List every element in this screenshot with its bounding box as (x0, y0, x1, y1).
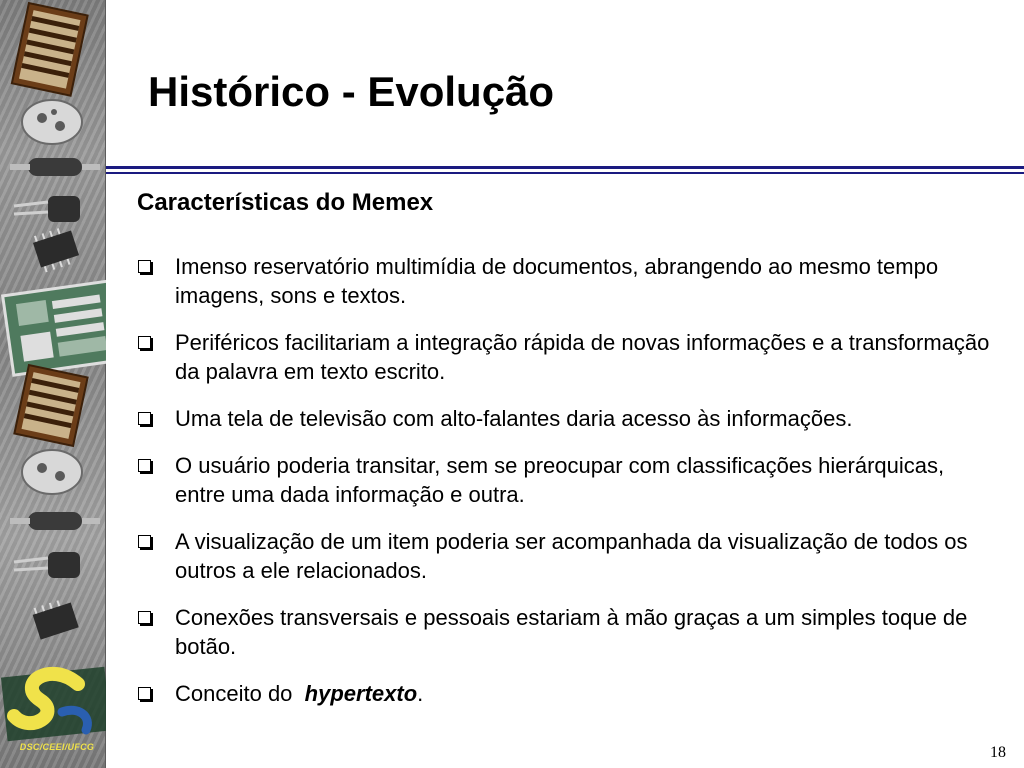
title-divider (106, 166, 1024, 169)
bullet-text: Imenso reservatório multimídia de documentos, abrangendo ao mesmo tempo imagens, sons e textos. (175, 254, 939, 308)
bullet-text: Uma tela de televisão com alto-falantes daria acesso às informações. (175, 406, 853, 431)
bullet-list (137, 252, 997, 726)
decorative-sidebar (0, 0, 106, 768)
bullet-text-prefix: Conceito do (175, 681, 293, 706)
list-item (137, 404, 997, 433)
bullet-text-suffix: . (417, 681, 424, 706)
checkbox-bullet-icon (138, 459, 151, 472)
checkbox-bullet-icon (138, 260, 151, 273)
dsc-logo-icon (1, 667, 106, 742)
transistor-icon (14, 196, 80, 222)
vacuum-tube-icon (10, 158, 100, 176)
punch-card-icon (22, 450, 82, 494)
logo-label: DSC/CEEI/UFCG (19, 742, 95, 752)
page-number: 18 (990, 744, 1006, 761)
checkbox-bullet-icon (138, 336, 151, 349)
list-item (137, 527, 997, 585)
chip-icon (33, 228, 79, 272)
list-item (137, 252, 997, 310)
list-item (137, 451, 997, 509)
list-item (137, 603, 997, 661)
title-divider-thin (106, 172, 1024, 174)
checkbox-bullet-icon (138, 535, 151, 548)
vacuum-tube-icon (10, 512, 100, 530)
checkbox-bullet-icon (138, 687, 151, 700)
motherboard-icon (3, 281, 106, 376)
bullet-text: Conexões transversais e pessoais estariam à mão graças a um simples toque de botão. (175, 605, 968, 659)
highlighted-term: hypertexto (304, 681, 418, 706)
list-item (137, 328, 997, 386)
abacus-icon (12, 3, 88, 96)
punch-card-icon (22, 100, 82, 144)
list-item (137, 679, 997, 708)
checkbox-bullet-icon (138, 611, 151, 624)
bullet-text: Periféricos facilitariam a integração rápida de novas informações e a transformação da palavra em texto escrito. (175, 330, 990, 384)
bullet-text: O usuário poderia transitar, sem se preocupar com classificações hierárquicas, entre uma dada informação e outra. (175, 453, 945, 507)
slide-title: Histórico - Evolução (148, 68, 555, 115)
chip-icon (31, 597, 79, 640)
sidebar-art (0, 0, 106, 768)
slide-subtitle: Características do Memex (137, 189, 434, 216)
bullet-text: A visualização de um item poderia ser acompanhada da visualização de todos os outros a ele relacionados. (175, 529, 968, 583)
checkbox-bullet-icon (138, 412, 151, 425)
abacus-icon (14, 365, 87, 446)
transistor-icon (14, 552, 80, 578)
